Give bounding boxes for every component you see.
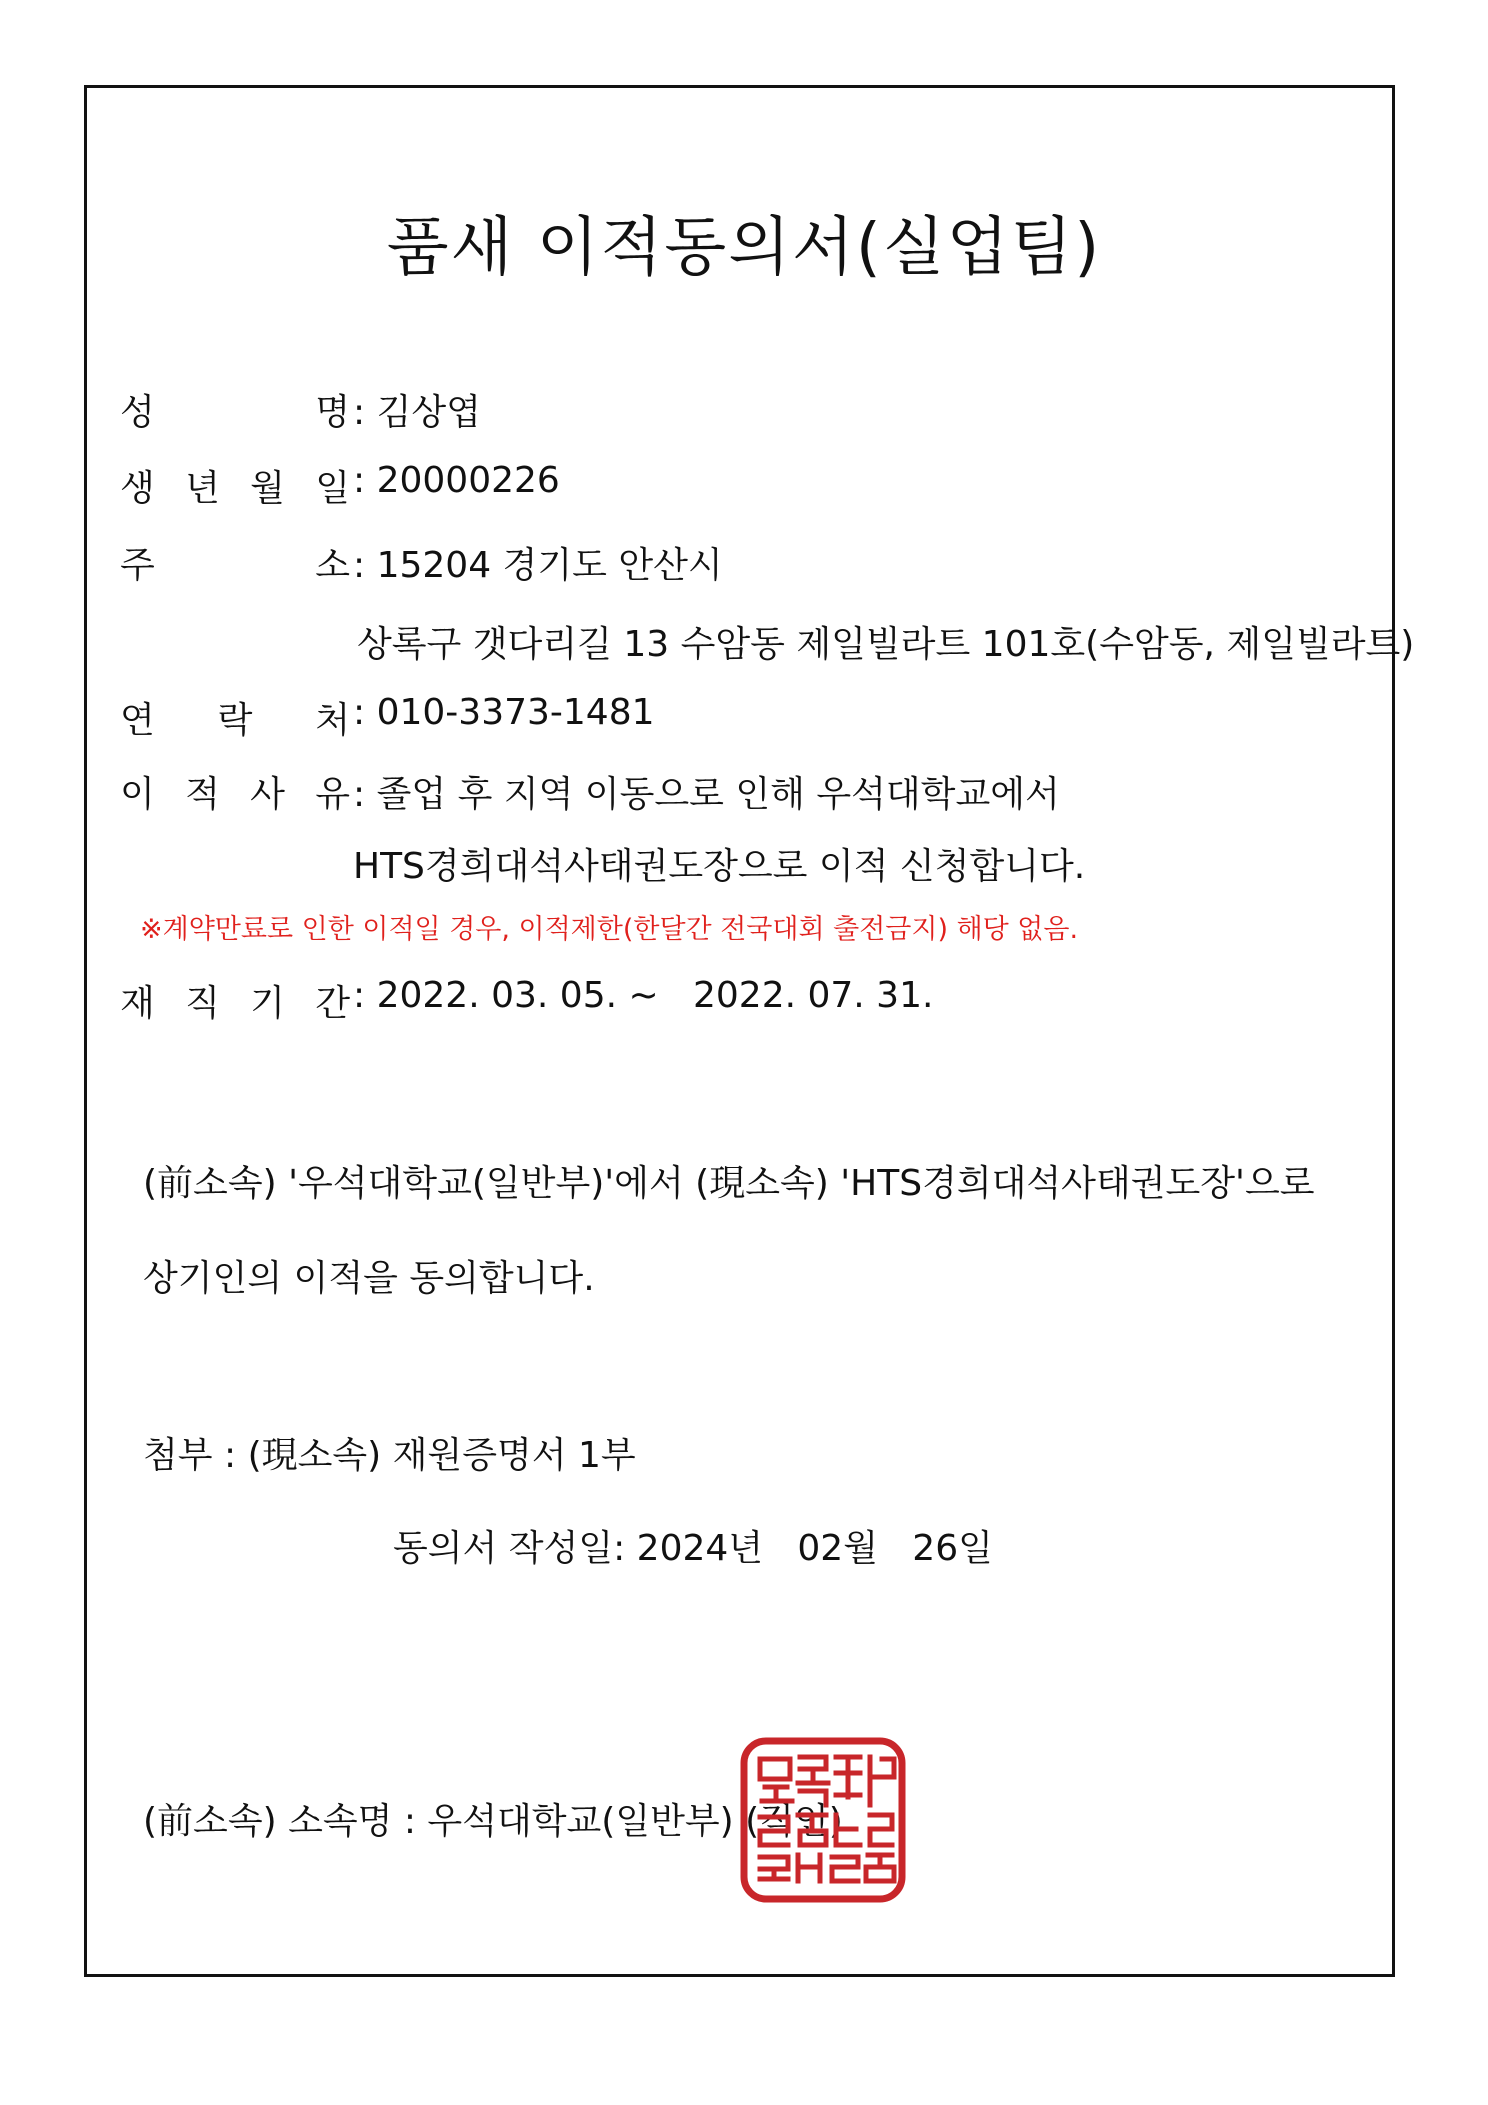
document-border <box>84 85 1395 1977</box>
reason-value-cont: HTS경희대석사태권도장으로 이적 신청합니다. <box>353 846 1086 887</box>
contract-expiry-note: ※계약만료로 인한 이적일 경우, 이적제한(한달간 전국대회 출전금지) 해당 없음. <box>140 914 1079 945</box>
date-line: 동의서 작성일: 2024년 02월 26일 <box>393 1528 993 1569</box>
tenure-label: 재 직 기 간 <box>120 983 350 1024</box>
contact-value: : 010-3373-1481 <box>353 692 655 733</box>
official-seal-stamp <box>740 1737 906 1903</box>
birth-value: : 20000226 <box>353 460 560 501</box>
address-value-cont: 상록구 갯다리길 13 수암동 제일빌라트 101호(수암동, 제일빌라트) <box>357 624 1415 665</box>
affiliation-line: (前소속) 소속명 : 우석대학교(일반부) (직인) <box>143 1801 843 1842</box>
name-value: : 김상엽 <box>353 392 481 433</box>
reason-label: 이 적 사 유 <box>120 774 350 815</box>
birth-label: 생 년 월 일 <box>120 468 350 509</box>
consent-line-2: 상기인의 이적을 동의합니다. <box>143 1258 595 1299</box>
name-label: 성 명 <box>120 392 350 433</box>
document-title: 품새 이적동의서(실업팀) <box>386 211 1102 285</box>
address-value: : 15204 경기도 안산시 <box>353 545 723 586</box>
attachment-line: 첨부 : (現소속) 재원증명서 1부 <box>143 1435 636 1476</box>
reason-value: : 졸업 후 지역 이동으로 인해 우석대학교에서 <box>353 774 1060 815</box>
address-label: 주 소 <box>120 545 350 586</box>
contact-label: 연 락 처 <box>120 700 350 741</box>
consent-line-1: (前소속) '우석대학교(일반부)'에서 (現소속) 'HTS경희대석사태권도장'으로 <box>143 1163 1315 1204</box>
tenure-value: : 2022. 03. 05. ~ 2022. 07. 31. <box>353 975 934 1016</box>
